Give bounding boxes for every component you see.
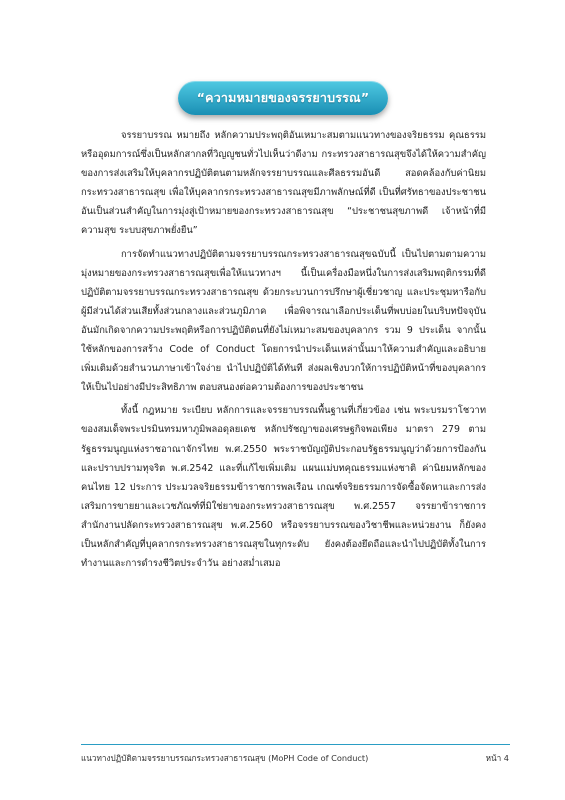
paragraph-definition: จรรยาบรรณ หมายถึง หลักความประพฤติอันเหมาะสมตามแนวทางของจริยธรรม คุณธรรมหรืออุดมการณ์ซึ่งเป็นหลักสากลที่วิญญูชนทั่วไปเห็นว่าดีงาม กระทรวงสาธารณสุขจึงได้ให้ความสำคัญของการส่งเสริมให้บุคลากรปฏิบัติตนตามหลักจรรยาบรรณและศีลธรรมอันดี สอดคล้องกับค่านิยมกระทรวงสาธารณสุข เพื่อให้บุคลากรกระทรวงสาธารณสุขมีภาพลักษณ์ที่ดี เป็นที่ศรัทธาของประชาชน อันเป็นส่วนสำคัญในการมุ่งสู่เป้าหมายของกระทรวงสาธารณสุข “ประชาชนสุขภาพดี เจ้าหน้าที่มีความสุข ระบบสุขภาพยั่งยืน” [81, 130, 486, 237]
footer-document-title: แนวทางปฏิบัติตามจรรยาบรรณกระทรวงสาธารณสุข (MoPH Code of Conduct) [81, 753, 369, 763]
paragraph-references: ทั้งนี้ กฎหมาย ระเบียบ หลักการและจรรยาบรรณพื้นฐานที่เกี่ยวข้อง เช่น พระบรมราโชวาทของสมเด็จพระปรมินทรมหาภูมิพลอดุลยเดช หลักปรัชญาของเศรษฐกิจพอเพียง มาตรา 279 ตามรัฐธรรมนูญแห่งราชอาณาจักรไทย พ.ศ.2550 พระราชบัญญัติประกอบรัฐธรรมนูญว่าด้วยการป้องกันและปราบปรามทุจริต พ.ศ.2542 และที่แก้ไขเพิ่มเติม แผนแม่บทคุณธรรมแห่งชาติ ค่านิยมหลักของคนไทย 12 ประการ ประมวลจริยธรรมข้าราชการพลเรือน เกณฑ์จริยธรรมการจัดซื้อจัดหาและการส่งเสริมการขายยาและเวชภัณฑ์ที่มิใช่ยาของกระทรวงสาธารณสุข พ.ศ.2557 จรรยาข้าราชการสำนักงานปลัดกระทรวงสาธารณสุข พ.ศ.2560 หรือจรรยาบรรณของวิชาชีพและหน่วยงาน ก็ยังคงเป็นหลักสำคัญที่บุคลากรกระทรวงสาธารณสุขในทุกระดับ ยังคงต้องยึดถือและนำไปปฏิบัติทั้งในการทำงานและการดำรงชีวิตประจำวัน อย่างสม่ำเสมอ [81, 405, 486, 570]
page-title: “ความหมายของจรรยาบรรณ” [196, 90, 370, 105]
paragraph-purpose: การจัดทำแนวทางปฏิบัติตามจรรยาบรรณกระทรวงสาธารณสุขฉบับนี้ เป็นไปตามตามความมุ่งหมายของกระทรวงสาธารณสุขเพื่อให้แนวทางฯ นี้เป็นเครื่องมือหนึ่งในการส่งเสริมพฤติกรรมที่ดี ปฏิบัติตามจรรยาบรรณกระทรวงสาธารณสุข ด้วยกระบวนการปรึกษาผู้เชี่ยวชาญ และประชุมหารือกับผู้มีส่วนได้ส่วนเสียทั้งส่วนกลางและส่วนภูมิภาค เพื่อพิจารณาเลือกประเด็นที่พบบ่อยในบริบทปัจจุบัน อันมักเกิดจากความประพฤติหรือการปฏิบัติตนที่ยังไม่เหมาะสมของบุคลากร รวม 9 ประเด็น จากนั้น ใช้หลักของการสร้าง Code of Conduct โดยการนำประเด็นเหล่านั้นมาให้ความสำคัญและอธิบายเพิ่มเติมด้วยสำนวนภาษาเข้าใจง่าย นำไปปฏิบัติได้ทันที ส่งผลเชิงบวกให้การปฏิบัติหน้าที่ของบุคลากรให้เป็นไปอย่างมีประสิทธิภาพ ตอบสนองต่อความต้องการของประชาชน [81, 248, 486, 394]
body-text [81, 126, 486, 577]
title-banner [178, 81, 388, 115]
footer-divider [81, 744, 510, 745]
page-number: หน้า 4 [485, 753, 509, 763]
